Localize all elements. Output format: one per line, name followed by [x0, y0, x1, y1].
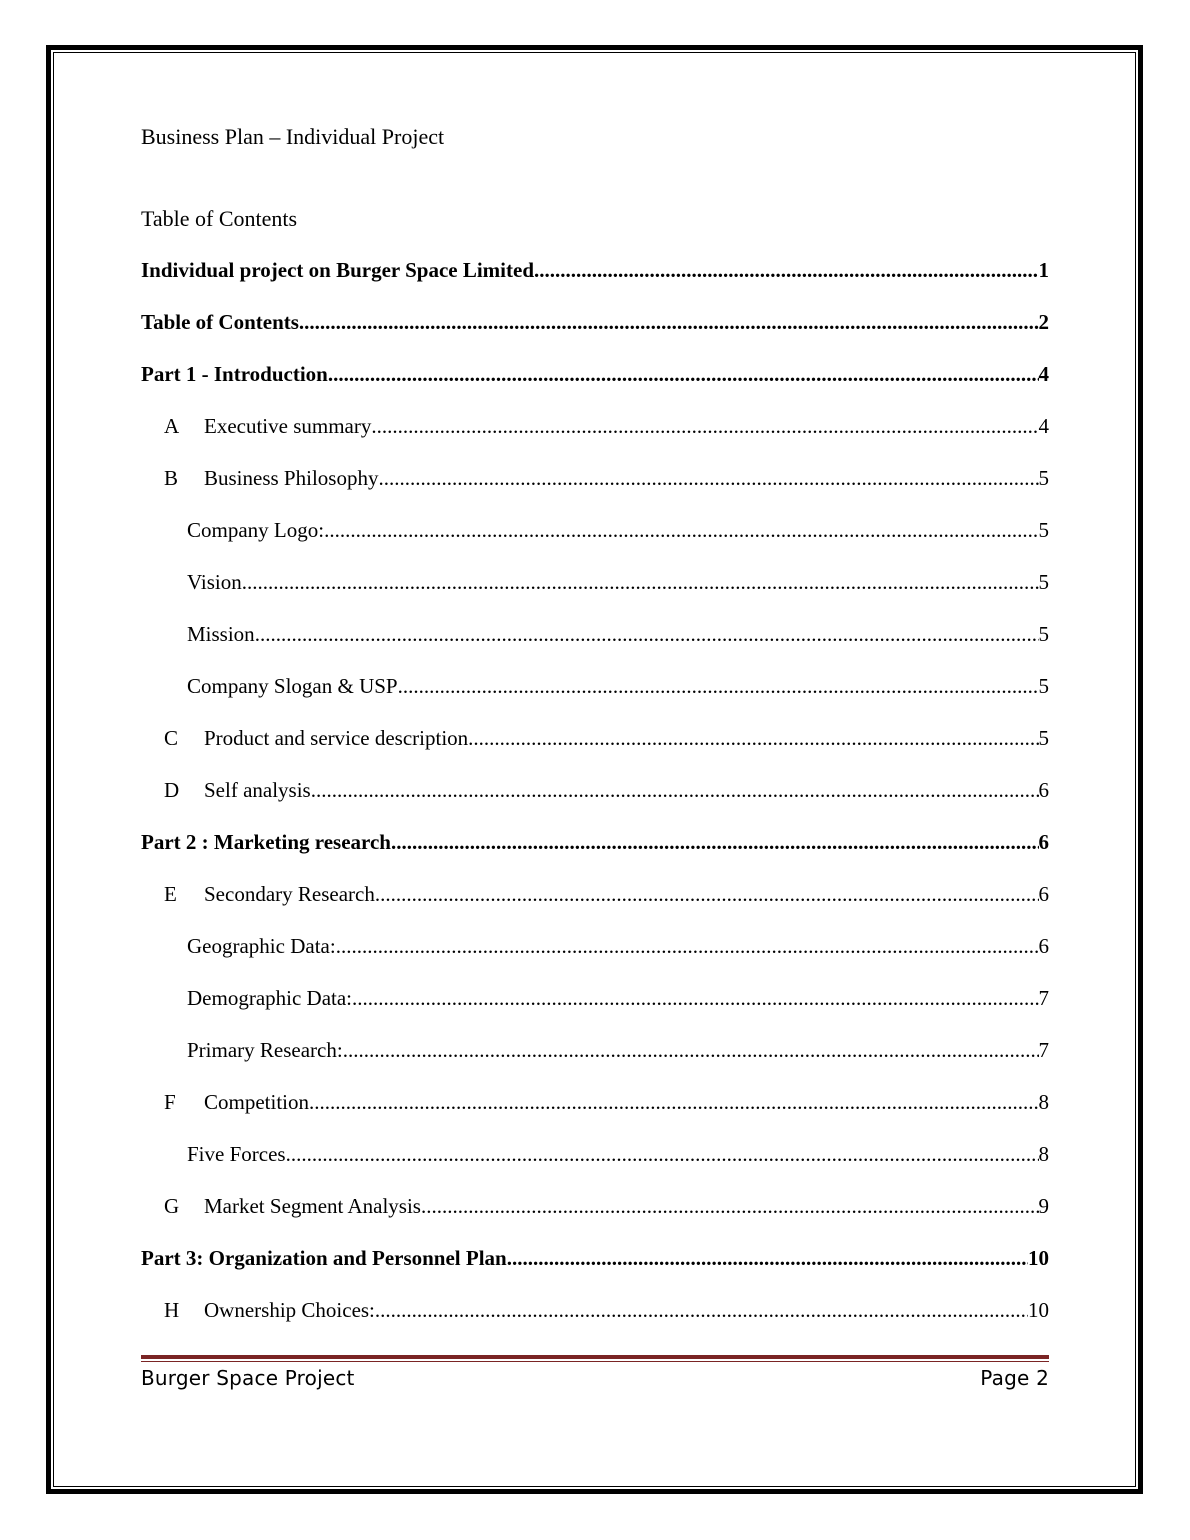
toc-entry-label: Product and service description	[204, 726, 469, 750]
toc-entry-label: Company Slogan & USP	[187, 674, 398, 698]
footer-title: Burger Space Project	[141, 1366, 355, 1390]
toc-entry[interactable]	[141, 1246, 1049, 1298]
toc-entry-letter: F	[164, 1090, 176, 1114]
toc-entry[interactable]	[141, 518, 1049, 570]
toc-entry-page: 10	[1028, 1298, 1049, 1322]
footer-rule-thick	[141, 1355, 1049, 1359]
toc-entry-letter: B	[164, 466, 179, 490]
toc-entry-leader	[311, 778, 1039, 803]
toc-entry-page: 6	[1038, 934, 1049, 958]
toc-entry[interactable]	[141, 986, 1049, 1038]
toc-entry-letter: A	[164, 414, 180, 438]
toc-entry-leader	[507, 1246, 1028, 1271]
toc-entry-page: 7	[1038, 986, 1049, 1010]
toc-entry-page: 6	[1038, 882, 1049, 906]
toc-entry-page: 4	[1038, 414, 1049, 438]
toc-entry-letter: C	[164, 726, 179, 750]
toc-entry-page: 5	[1038, 466, 1049, 490]
toc-entry[interactable]	[141, 1142, 1049, 1194]
footer-page-number: Page 2	[980, 1366, 1049, 1390]
toc-entry-page: 9	[1038, 1194, 1049, 1218]
toc-entry-label: Vision	[187, 570, 242, 594]
toc-entry-label: Competition	[204, 1090, 309, 1114]
toc-entry-leader	[375, 1298, 1028, 1323]
toc-entry-leader	[328, 362, 1039, 387]
toc-entry-leader	[534, 258, 1038, 283]
toc-entry-leader	[391, 830, 1039, 855]
toc-entry-label: Mission	[187, 622, 255, 646]
toc-entry-leader	[286, 1142, 1039, 1167]
toc-entry-leader	[299, 310, 1039, 335]
toc-entry[interactable]	[141, 1038, 1049, 1090]
toc-entry-label: Business Philosophy	[204, 466, 379, 490]
toc-entry-leader	[242, 570, 1039, 595]
toc-entry-label: Table of Contents	[141, 310, 299, 334]
toc-entry[interactable]	[141, 726, 1049, 778]
toc-entry[interactable]	[141, 622, 1049, 674]
footer-rule-thin	[141, 1361, 1049, 1362]
toc-entry-label: Demographic Data:	[187, 986, 353, 1010]
toc-entry[interactable]	[141, 934, 1049, 986]
toc-entry-page: 8	[1038, 1142, 1049, 1166]
toc-entry-label: Primary Research:	[187, 1038, 343, 1062]
toc-entry[interactable]	[141, 830, 1049, 882]
document-title: Business Plan – Individual Project	[141, 124, 445, 149]
toc-entry[interactable]	[141, 882, 1049, 934]
toc-entry-leader	[468, 726, 1038, 751]
toc-heading: Table of Contents	[141, 206, 298, 231]
toc-entry-page: 5	[1038, 518, 1049, 542]
toc-entry-leader	[378, 466, 1038, 491]
toc-entry-label: Geographic Data:	[187, 934, 336, 958]
toc-entry-label: Executive summary	[204, 414, 372, 438]
toc-entry-letter: E	[164, 882, 177, 906]
toc-entry-leader	[352, 986, 1038, 1011]
toc-entry-leader	[255, 622, 1039, 647]
toc-entry-page: 5	[1038, 674, 1049, 698]
toc-entry-letter: D	[164, 778, 180, 802]
toc-entry-leader	[336, 934, 1039, 959]
toc-entry-label: Self analysis	[204, 778, 311, 802]
toc-entry[interactable]	[141, 570, 1049, 622]
toc-entry[interactable]	[141, 778, 1049, 830]
toc-entry-leader	[398, 674, 1039, 699]
toc-entry[interactable]	[141, 310, 1049, 362]
toc-entry[interactable]	[141, 1298, 1049, 1350]
toc-entry-label: Individual project on Burger Space Limited	[141, 258, 535, 282]
toc-entry-page: 6	[1038, 830, 1049, 854]
toc-entry-leader	[343, 1038, 1039, 1063]
toc-entry-page: 1	[1038, 258, 1049, 282]
toc-entry-label: Ownership Choices:	[204, 1298, 375, 1322]
toc-entry-label: Part 2 : Marketing research	[141, 830, 391, 854]
toc-entry-page: 6	[1038, 778, 1049, 802]
toc-entry-leader	[324, 518, 1038, 543]
toc-entry[interactable]	[141, 674, 1049, 726]
toc-entry-label: Secondary Research	[204, 882, 375, 906]
toc-entry-leader	[371, 414, 1038, 439]
toc-entry[interactable]	[141, 414, 1049, 466]
toc-entry-label: Part 1 - Introduction	[141, 362, 328, 386]
toc-entry[interactable]	[141, 1194, 1049, 1246]
toc-entry-leader	[375, 882, 1039, 907]
toc-entry[interactable]	[141, 362, 1049, 414]
toc-entry[interactable]	[141, 466, 1049, 518]
toc-entry[interactable]	[141, 258, 1049, 310]
toc-entry-label: Company Logo:	[187, 518, 325, 542]
toc-entry-letter: H	[164, 1298, 180, 1322]
toc-entry-page: 8	[1038, 1090, 1049, 1114]
toc-entry-label: Five Forces	[187, 1142, 286, 1166]
toc-entry[interactable]	[141, 1090, 1049, 1142]
toc-entry-page: 4	[1038, 362, 1049, 386]
toc-entry-page: 2	[1038, 310, 1049, 334]
toc-entry-leader	[309, 1090, 1039, 1115]
toc-entry-page: 5	[1038, 622, 1049, 646]
toc-entry-label: Market Segment Analysis	[204, 1194, 421, 1218]
toc-entry-letter: G	[164, 1194, 180, 1218]
toc-entry-page: 5	[1038, 726, 1049, 750]
toc-entry-leader	[421, 1194, 1039, 1219]
toc-entry-page: 7	[1038, 1038, 1049, 1062]
toc-entry-page: 5	[1038, 570, 1049, 594]
table-of-contents	[141, 258, 1049, 1350]
toc-entry-page: 10	[1028, 1246, 1049, 1270]
toc-entry-label: Part 3: Organization and Personnel Plan	[141, 1246, 507, 1270]
